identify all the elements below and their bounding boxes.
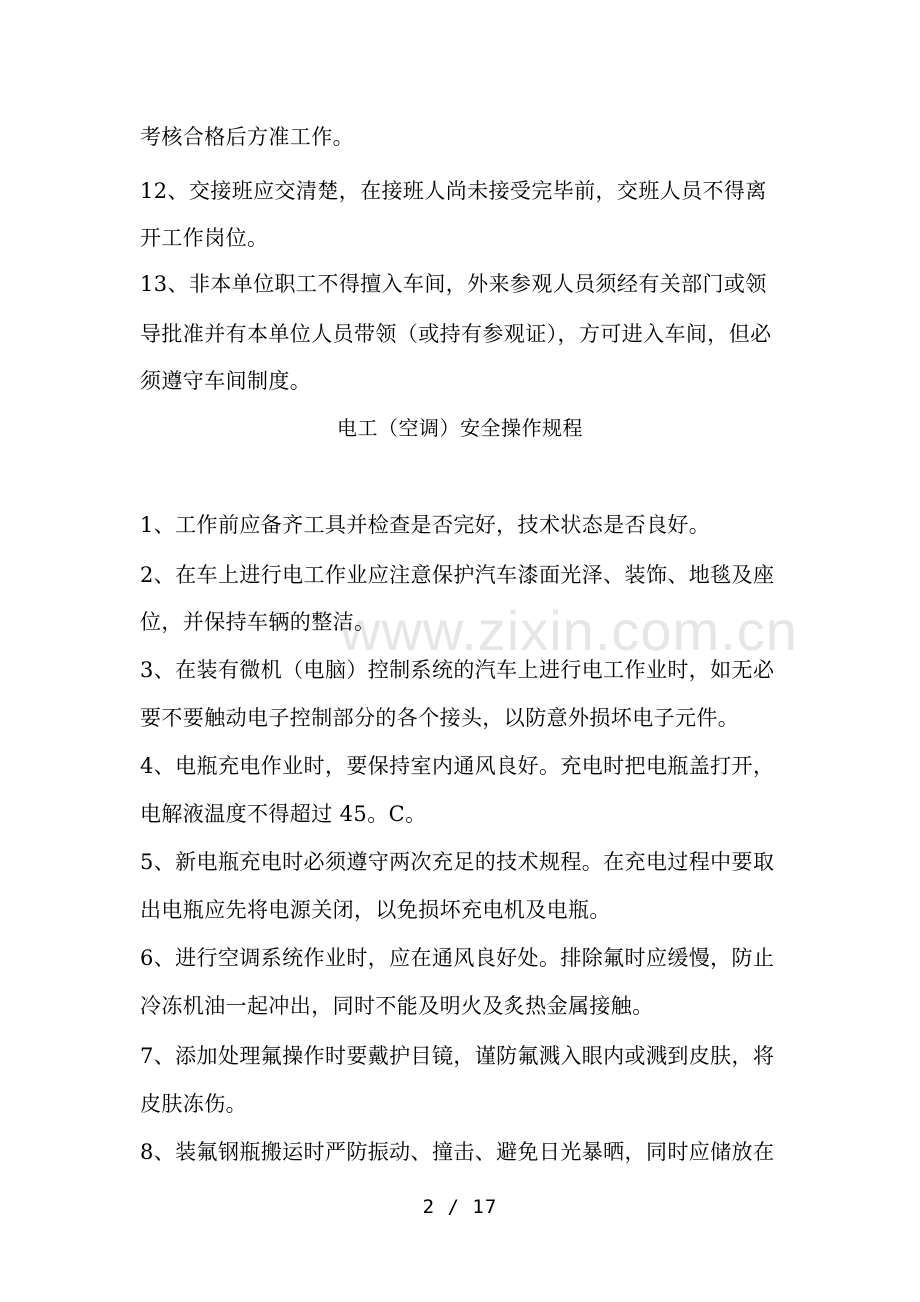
text-line: 开工作岗位。 (140, 226, 269, 250)
rule-line: 3、在装有微机（电脑）控制系统的汽车上进行电工作业时，如无必 (140, 658, 775, 682)
rule-line: 电解液温度不得超过 45。C。 (140, 802, 427, 826)
page-number: 2 / 17 (422, 1196, 498, 1218)
rule-line: 7、添加处理氟操作时要戴护目镜，谨防氟溅入眼内或溅到皮肤，将 (140, 1044, 775, 1068)
rule-line: 皮肤冻伤。 (140, 1092, 247, 1116)
text-line: 导批准并有本单位人员带领（或持有参观证），方可进入车间，但必 (140, 322, 772, 346)
rule-line: 5、新电瓶充电时必须遵守两次充足的技术规程。在充电过程中要取 (140, 850, 775, 874)
text-line: 考核合格后方准工作。 (140, 125, 354, 149)
text-line: 12、交接班应交清楚，在接班人尚未接受完毕前，交班人员不得离 (140, 179, 767, 203)
rule-line: 要不要触动电子控制部分的各个接头，以防意外损坏电子元件。 (140, 706, 740, 730)
rule-line: 出电瓶应先将电源关闭，以免损坏充电机及电瓶。 (140, 898, 611, 922)
section-title: 电工（空调）安全操作规程 (337, 416, 583, 440)
rule-line: 6、进行空调系统作业时，应在通风良好处。排除氟时应缓慢，防止 (140, 946, 775, 970)
rule-line: 位，并保持车辆的整洁。 (140, 610, 376, 634)
text-line: 须遵守车间制度。 (140, 369, 312, 393)
watermark: www.zixin.com.cn (340, 599, 798, 662)
rule-line: 8、装氟钢瓶搬运时严防振动、撞击、避免日光暴晒，同时应储放在 (140, 1140, 775, 1164)
rule-line: 4、电瓶充电作业时，要保持室内通风良好。充电时把电瓶盖打开， (140, 754, 775, 778)
text-line: 13、非本单位职工不得擅入车间，外来参观人员须经有关部门或领 (140, 272, 767, 296)
rule-line: 2、在车上进行电工作业应注意保护汽车漆面光泽、装饰、地毯及座 (140, 563, 775, 587)
rule-line: 1、工作前应备齐工具并检查是否完好，技术状态是否良好。 (140, 513, 711, 537)
rule-line: 冷冻机油一起冲出，同时不能及明火及炙热金属接触。 (140, 994, 654, 1018)
